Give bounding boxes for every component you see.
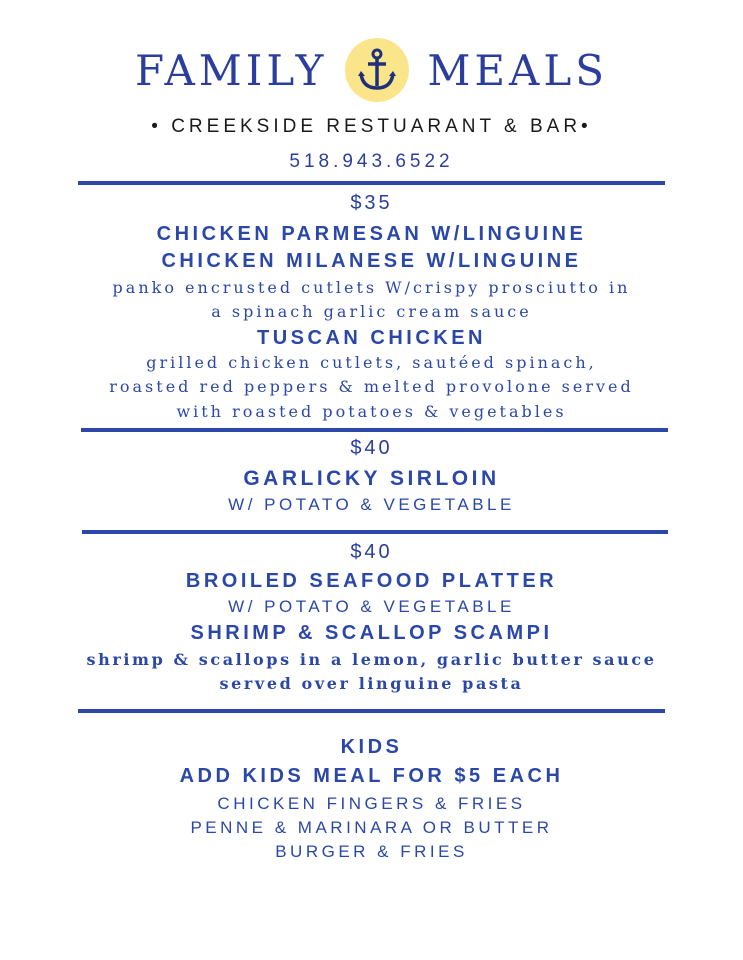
- dish-shrimp-scallop-scampi: SHRIMP & SCALLOP SCAMPI: [190, 622, 553, 644]
- dish-side: W/ POTATO & VEGETABLE: [228, 495, 515, 514]
- dish-chicken-milanese: CHICKEN MILANESE W/LINGUINE: [161, 250, 582, 272]
- dish-description: grilled chicken cutlets, sautéed spinach,: [146, 353, 597, 372]
- kids-item: CHICKEN FINGERS & FRIES: [217, 794, 526, 813]
- price-40: $40: [350, 437, 393, 459]
- menu-title: [0, 38, 743, 102]
- anchor-logo: [345, 38, 409, 102]
- dish-garlicky-sirloin: GARLICKY SIRLOIN: [243, 467, 500, 490]
- dish-description: with roasted potatoes & vegetables: [176, 402, 567, 421]
- kids-offer: ADD KIDS MEAL FOR $5 EACH: [179, 765, 564, 787]
- dish-description: a spinach garlic cream sauce: [211, 302, 532, 321]
- divider: [78, 181, 665, 185]
- divider: [78, 709, 665, 713]
- dish-broiled-seafood-platter: BROILED SEAFOOD PLATTER: [185, 570, 558, 592]
- kids-item: PENNE & MARINARA OR BUTTER: [190, 818, 553, 837]
- kids-heading: KIDS: [340, 736, 403, 758]
- dish-description: served over linguine pasta: [219, 674, 524, 693]
- dish-description: shrimp & scallops in a lemon, garlic butter sauce: [86, 650, 657, 669]
- title-family: FAMILY: [134, 45, 328, 95]
- price-40: $40: [350, 541, 393, 563]
- dish-chicken-parmesan: CHICKEN PARMESAN W/LINGUINE: [156, 223, 587, 245]
- dish-tuscan-chicken: TUSCAN CHICKEN: [257, 327, 486, 349]
- anchor-icon: [357, 48, 397, 92]
- title-meals: MEALS: [427, 45, 609, 95]
- dish-description: panko encrusted cutlets W/crispy prosciutto in: [112, 278, 631, 297]
- divider: [81, 428, 668, 432]
- price-35: $35: [350, 192, 393, 214]
- phone-number: 518.943.6522: [289, 151, 454, 172]
- restaurant-name: • CREEKSIDE RESTUARANT & BAR•: [151, 116, 592, 137]
- divider: [82, 530, 668, 534]
- dish-description: roasted red peppers & melted provolone served: [109, 377, 634, 396]
- dish-side: W/ POTATO & VEGETABLE: [228, 597, 515, 616]
- kids-item: BURGER & FRIES: [275, 842, 468, 861]
